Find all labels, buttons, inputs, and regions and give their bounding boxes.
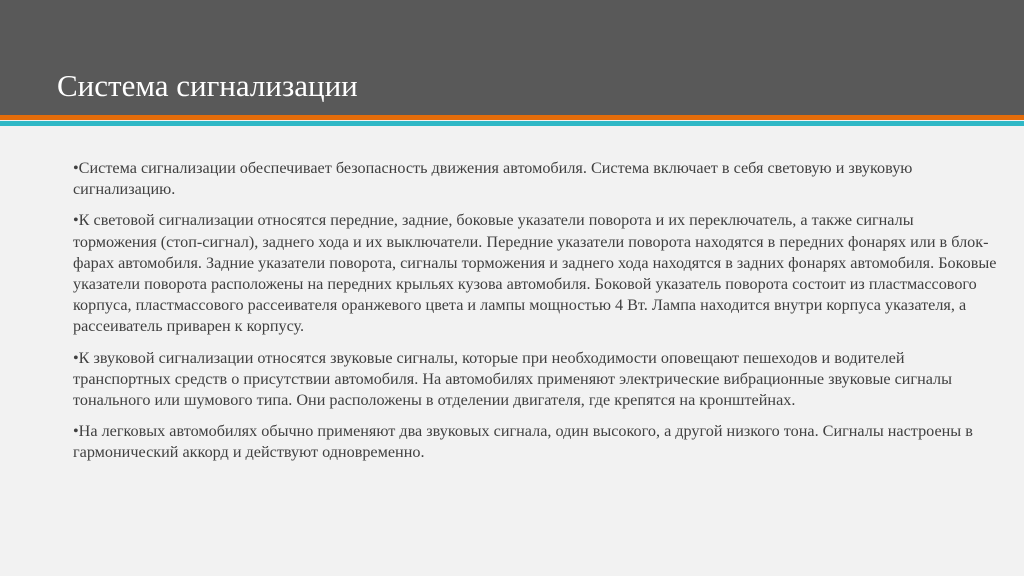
bullet-marker: • xyxy=(73,159,79,177)
paragraph-text: Система сигнализации обеспечивает безопасность движения автомобиля. Система включает в себя световую и звуковую сигнализацию. xyxy=(73,159,913,199)
bullet-marker: • xyxy=(73,211,79,230)
paragraph-text: К световой сигнализации относятся передние, задние, боковые указатели поворота и их переключатель, а также сигналы торможения (стоп-сигнал), заднего хода и их выключатели. Передние указатели поворота находятся в передних фонарях или в блок-фарах автомобиля. Задние указатели поворота, сигналы торможения и заднего хода находятся в задних фонарях автомобиля. Боковые указатели поворота расположены на передних крыльях кузова автомобиля. Боковой указатель поворота состоит из пластмассового корпуса, пластмассового рассеивателя оранжевого цвета и лампы мощностью 4 Вт. Лампа находится внутри корпуса указателя, а рассеиватель приварен к корпусу. xyxy=(73,211,997,336)
bullet-paragraph xyxy=(73,210,998,337)
accent-bar-teal xyxy=(0,121,1024,126)
paragraph-text: На легковых автомобилях обычно применяют два звуковых сигнала, один высокого, а другой низкого тона. Сигналы настроены в гармонический аккорд и действуют одновременно. xyxy=(73,422,973,462)
bullet-marker: • xyxy=(73,422,79,441)
slide-body xyxy=(73,158,998,474)
bullet-marker: • xyxy=(73,348,79,367)
accent-bar-orange xyxy=(0,115,1024,120)
slide-header xyxy=(0,0,1024,115)
bullet-paragraph xyxy=(73,348,998,412)
paragraph-text: К звуковой сигнализации относятся звуковые сигналы, которые при необходимости оповещают пешеходов и водителей транспортных средств о присутствии автомобиля. На автомобилях применяют электрические вибрационные звуковые сигналы тонального или шумового типа. Они расположены в отделении двигателя, где крепятся на кронштейнах. xyxy=(73,348,953,410)
slide-title: Система сигнализации xyxy=(57,68,358,103)
bullet-paragraph xyxy=(73,421,998,463)
bullet-paragraph xyxy=(73,158,998,200)
